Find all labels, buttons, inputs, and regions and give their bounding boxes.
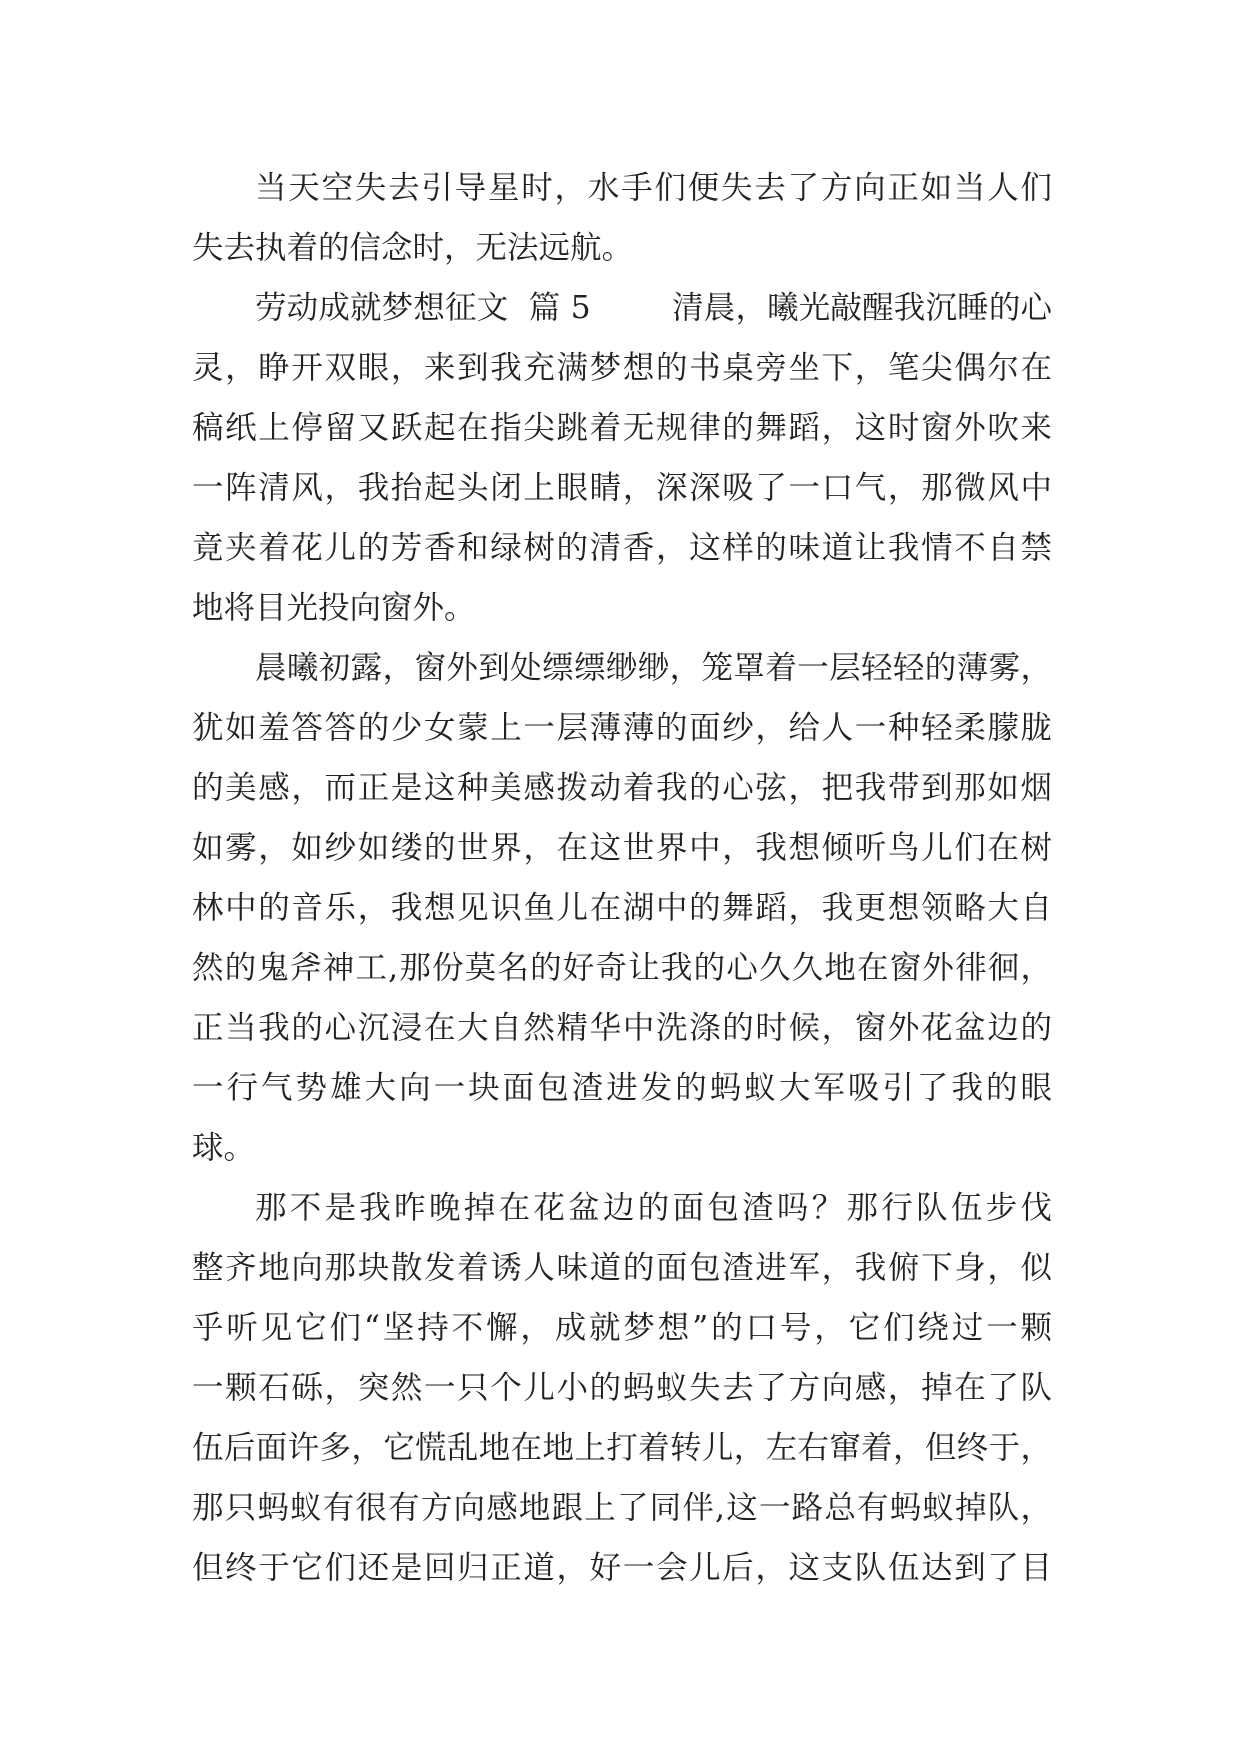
text-line: 晨曦初露，窗外到处缥缥缈缈，笼罩着一层轻轻的薄雾， <box>255 650 1052 686</box>
text-line: 那只蚂蚁有很有方向感地跟上了同伴,这一路总有蚂蚁掉队， <box>192 1490 1052 1526</box>
text-line: 如雾，如纱如缕的世界，在这世界中，我想倾听鸟儿们在树 <box>192 830 1052 866</box>
text-line: 一行气势雄大向一块面包渣进发的蚂蚁大军吸引了我的眼 <box>192 1070 1052 1106</box>
text-line: 劳动成就梦想征文 篇 5 清晨，曦光敲醒我沉睡的心 <box>255 290 1052 326</box>
text-line: 稿纸上停留又跃起在指尖跳着无规律的舞蹈，这时窗外吹来 <box>192 410 1052 446</box>
text-line: 地将目光投向窗外。 <box>192 590 476 626</box>
paragraph <box>192 278 1052 638</box>
text-line: 竟夹着花儿的芳香和绿树的清香，这样的味道让我情不自禁 <box>192 530 1052 566</box>
text-line: 然的鬼斧神工,那份莫名的好奇让我的心久久地在窗外徘徊， <box>192 950 1052 986</box>
text-line: 灵，睁开双眼，来到我充满梦想的书桌旁坐下，笔尖偶尔在 <box>192 350 1052 386</box>
text-line: 球。 <box>192 1130 256 1166</box>
text-line: 当天空失去引导星时，水手们便失去了方向正如当人们 <box>255 170 1052 206</box>
text-line: 的美感，而正是这种美感拨动着我的心弦，把我带到那如烟 <box>192 770 1052 806</box>
text-line: 一颗石砾，突然一只个儿小的蚂蚁失去了方向感，掉在了队 <box>192 1370 1052 1406</box>
text-line: 林中的音乐，我想见识鱼儿在湖中的舞蹈，我更想领略大自 <box>192 890 1052 926</box>
paragraph <box>192 638 1052 1178</box>
text-line: 那不是我昨晚掉在花盆边的面包渣吗？那行队伍步伐 <box>255 1190 1052 1226</box>
text-line: 失去执着的信念时，无法远航。 <box>192 230 634 266</box>
paragraph <box>192 1178 1052 1598</box>
paragraph <box>192 158 1052 278</box>
text-line: 但终于它们还是回归正道，好一会儿后，这支队伍达到了目 <box>192 1550 1052 1586</box>
text-line: 乎听见它们“坚持不懈，成就梦想”的口号，它们绕过一颗 <box>192 1310 1052 1346</box>
text-line: 整齐地向那块散发着诱人味道的面包渣进军，我俯下身，似 <box>192 1250 1052 1286</box>
text-line: 伍后面许多，它慌乱地在地上打着转儿，左右窜着，但终于， <box>192 1430 1052 1466</box>
document-body <box>192 158 1052 1598</box>
text-line: 一阵清风，我抬起头闭上眼睛，深深吸了一口气，那微风中 <box>192 470 1052 506</box>
text-line: 正当我的心沉浸在大自然精华中洗涤的时候，窗外花盆边的 <box>192 1010 1052 1046</box>
text-line: 犹如羞答答的少女蒙上一层薄薄的面纱，给人一种轻柔朦胧 <box>192 710 1052 746</box>
